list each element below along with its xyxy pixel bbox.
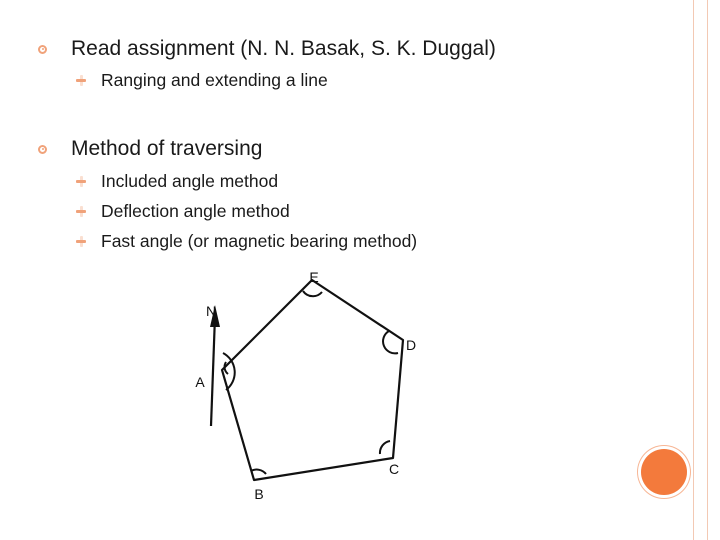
sub-bullet-text: Deflection angle method [101, 201, 290, 221]
bullet-text: Method of traversing [71, 137, 263, 160]
sub-bullet-text: Included angle method [101, 171, 279, 191]
vertex-label-c: C [388, 461, 400, 477]
traverse-polygon [222, 280, 403, 480]
angle-arc-c [380, 441, 390, 454]
north-label: N [205, 303, 217, 319]
vertex-label-a: A [195, 374, 205, 390]
vertex-label-e: E [309, 269, 319, 285]
vertex-label-b: B [254, 486, 264, 502]
angle-arc-b [251, 470, 266, 474]
sub-bullet-text: Ranging and extending a line [101, 70, 328, 90]
vertex-label-d: D [405, 337, 417, 353]
sub-bullet-text: Fast angle (or magnetic bearing method) [101, 231, 418, 251]
angle-arc-e [303, 291, 322, 296]
bullet-text: Read assignment (N. N. Basak, S. K. Duggal) [71, 37, 496, 60]
north-line [211, 316, 215, 426]
